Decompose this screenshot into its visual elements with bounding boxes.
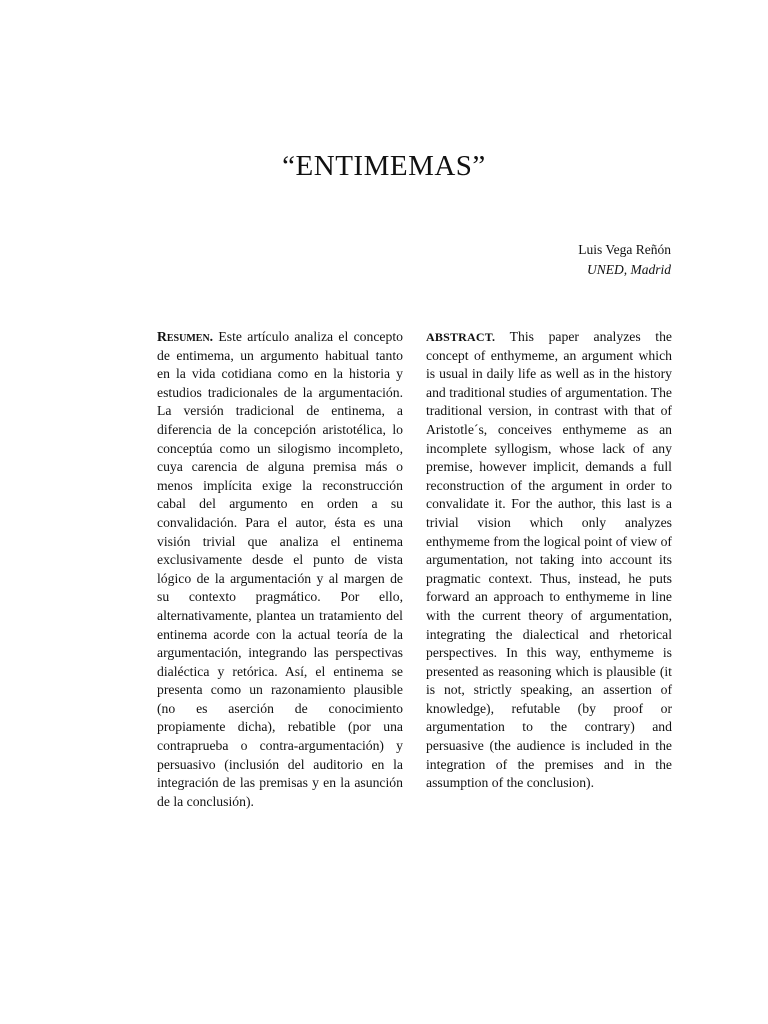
abstract-label: ABSTRACT.: [426, 330, 510, 344]
resumen-label: Resumen.: [157, 329, 219, 344]
abstract-text: This paper analyzes the concept of enthymeme, an argument which is usual in daily life as well as in the history and traditional studies of argumentation. The traditional version, in contrast with that of Aristotle´s, conceives enthymeme as an incomplete syllogism, whose lack of any premise, however implicit, demands a full reconstruction of the argument in order to convalidate it. For the author, this last is a trivial vision which only analyzes enthymeme from the logical point of view of argumentation, not taking into account its pragmatic context. Thus, instead, he puts forward an approach to enthymeme in line with the current theory of argumentation, integrating the dialectical and rhetorical perspectives. In this way, enthymeme is presented as reasoning which is plausible (it is not, strictly speaking, an assertion of knowledge), refutable (by proof or argumentation to the contrary) and persuasive (the audience is included in the integration of the premises and in the assumption of the conclusion).: [426, 329, 672, 791]
author-name: Luis Vega Reñón: [578, 242, 671, 257]
abstract-column: [426, 328, 672, 793]
resumen-column: [157, 328, 403, 811]
author-block: [578, 240, 671, 280]
paper-title: “ENTIMEMAS”: [282, 150, 486, 182]
resumen-text: Este artículo analiza el concepto de entimema, un argumento habitual tanto en la vida cotidiana como en la historia y estudios tradicionales de la argumentación. La versión tradicional de entinema, a diferencia de la concepción aristotélica, lo conceptúa como un silogismo incompleto, cuya carencia de alguna premisa más o menos implícita exige la reconstrucción cabal del argumento en orden a su convalidación. Para el autor, ésta es una visión trivial que analiza el entinema exclusivamente desde el punto de vista lógico de la argumentación y al margen de su contexto pragmático. Por ello, alternativamente, plantea un tratamiento del entinema acorde con la actual teoría de la argumentación, integrando las perspectivas dialéctica y retórica. Así, el entinema se presenta como un razonamiento plausible (no es aserción de conocimiento propiamente dicha), rebatible (por una contraprueba o contra-argumentación) y persuasivo (inclusión del auditorio en la integración de las premisas y en la asunción de la conclusión).: [157, 329, 403, 809]
author-affiliation: UNED, Madrid: [587, 262, 671, 277]
